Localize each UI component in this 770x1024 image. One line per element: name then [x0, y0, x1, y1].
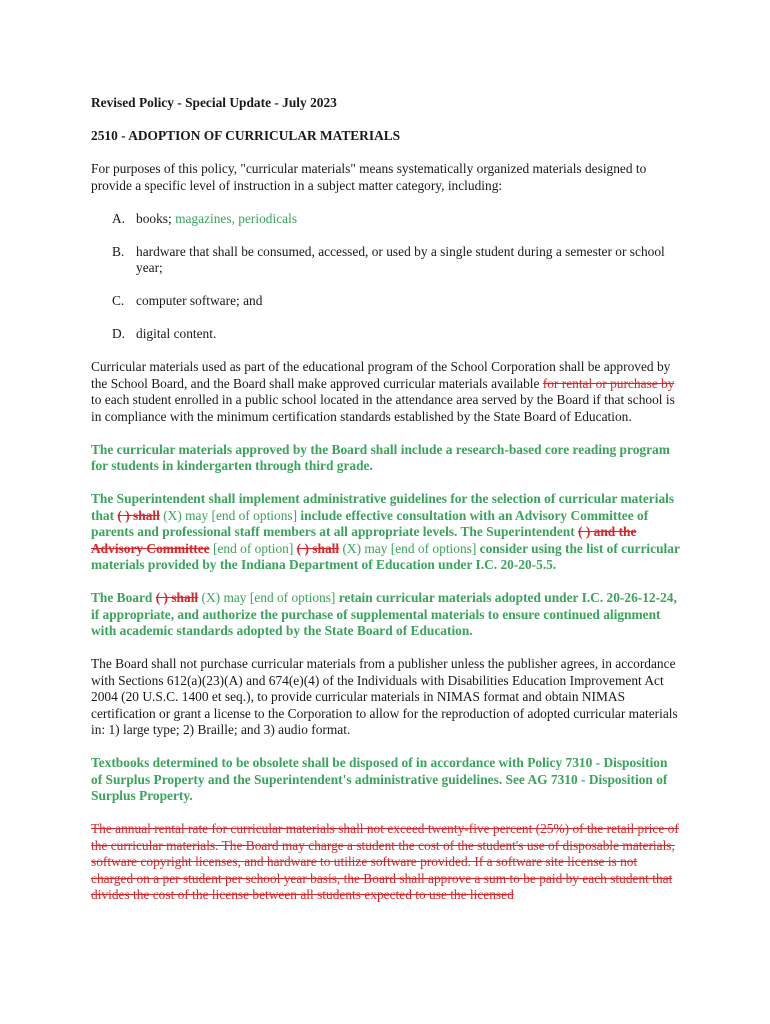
list-item — [91, 326, 681, 343]
list-item-text: computer software; and — [136, 293, 263, 308]
text-run: retain curricular materials adopted under I.C. 20-26-12-24, if appropriate, and authorize the purchase of supplemental materials to ensure continued alignment with academic standards adopted by the State Board of Education. — [91, 590, 677, 638]
text-run: The Board — [91, 590, 156, 605]
policy-number-title: 2510 - ADOPTION OF CURRICULAR MATERIALS — [91, 128, 401, 143]
option-text: [end of option] — [209, 540, 297, 556]
policy-title — [91, 128, 681, 145]
text-run: The Superintendent shall implement administrative guidelines for the selection of curricular materials that — [91, 491, 675, 523]
list-item-text — [136, 211, 681, 228]
deleted-text: ( ) and the Advisory Committee — [91, 524, 637, 556]
text-run: include effective consultation with an Advisory Committee of parents and professional staff members at all appropriate levels. The Superintendent — [91, 507, 649, 539]
deleted-text: for rental or purchase by — [542, 375, 675, 391]
text-run: Curricular materials used as part of the educational program of the School Corporation shall be approved by the School Board, and the Board shall make approved curricular materials available — [91, 359, 671, 391]
deleted-text: ( ) shall — [117, 507, 160, 523]
document-body — [91, 95, 681, 920]
reading-program-paragraph: The curricular materials approved by the Board shall include a research-based core reading program for students in kindergarten through third grade. — [91, 441, 670, 473]
list-item — [91, 211, 681, 228]
list-item-text: hardware that shall be consumed, accessed, or used by a single student during a semester or school year; — [136, 243, 665, 275]
list-item-base: books; — [136, 210, 172, 226]
list-item — [91, 293, 681, 310]
superintendent-paragraph — [91, 491, 681, 574]
revision-header: Revised Policy - Special Update - July 2023 — [91, 95, 337, 110]
option-text: (X) may [end of options] — [159, 507, 301, 523]
deleted-text: ( ) shall — [155, 590, 199, 605]
materials-list — [91, 211, 681, 343]
list-item-text: digital content. — [136, 326, 217, 341]
option-text: (X) may [end of options] — [198, 590, 339, 605]
text-run: to each student enrolled in a public school located in the attendance area served by the Board if that school is in compliance with the minimum certification standards established by the State Board of Education. — [91, 392, 675, 424]
intro-paragraph: For purposes of this policy, "curricular materials" means systematically organized materials designed to provide a specific level of instruction in a subject matter category, including: — [91, 161, 647, 193]
list-marker: C. — [112, 293, 125, 308]
obsolete-textbooks-paragraph: Textbooks determined to be obsolete shall be disposed of in accordance with Policy 7310 - Disposition of Surplus Property and the Superintendent's administrative guidelines. See AG 7310 - Disposition of Surplus Property. — [91, 755, 668, 803]
option-text: (X) may [end of options] — [339, 540, 480, 556]
list-marker: A. — [112, 210, 126, 226]
inserted-text: magazines, periodicals — [175, 210, 298, 226]
board-retain-paragraph — [91, 590, 681, 640]
text-run: consider using the list of curricular materials provided by the Indiana Department of Education under I.C. 20-20-5.5. — [91, 540, 680, 572]
list-item — [91, 244, 681, 277]
approval-paragraph — [91, 359, 681, 425]
deleted-text: ( ) shall — [296, 540, 340, 556]
list-marker: B. — [112, 243, 125, 259]
rental-rate-deleted-paragraph: The annual rental rate for curricular materials shall not exceed twenty-five percent (25%) of the retail price of the curricular materials. The Board may charge a student the cost of the student's use of disposable materials, software copyright licenses, and hardware to utilize software provided. If a software site license is not charged on a per student per school year basis, the Board shall approve a sum to be paid by each student that divides the cost of the license between all students expected to use the licensed — [91, 821, 679, 902]
list-marker: D. — [112, 326, 126, 341]
nimas-paragraph: The Board shall not purchase curricular materials from a publisher unless the publisher agrees, in accordance with Sections 612(a)(23)(A) and 674(e)(4) of the Individuals with Disabilities Education Improvement Act 2004 (20 U.S.C. 1400 et seq.), to provide curricular materials in NIMAS format and obtain NIMAS certification or grant a license to the Corporation to allow for the reproduction of adopted curricular materials in: 1) large type; 2) Braille; and 3) audio format. — [91, 656, 678, 737]
